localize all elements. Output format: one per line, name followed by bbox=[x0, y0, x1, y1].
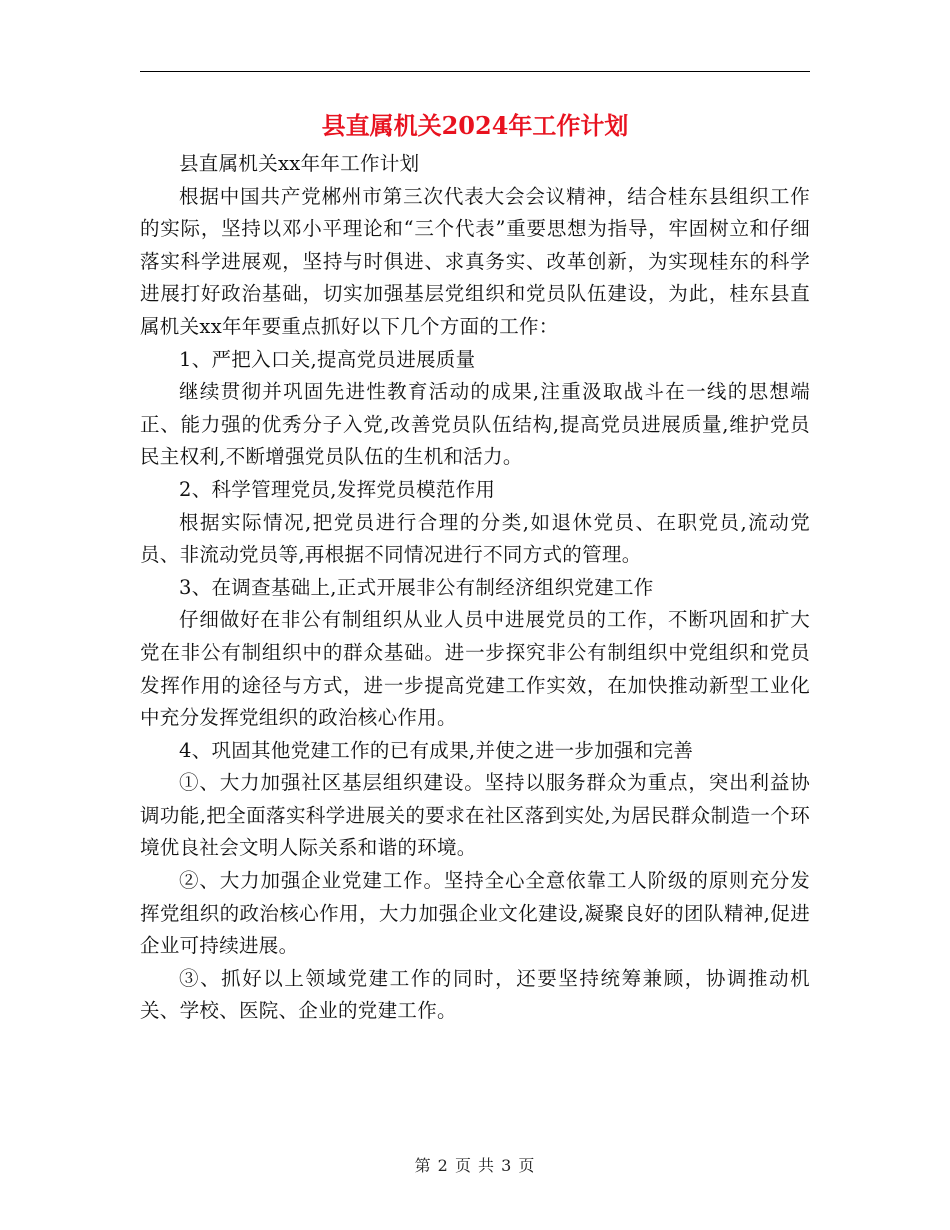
paragraph-intro: 根据中国共产党郴州市第三次代表大会会议精神，结合桂东县组织工作的实际，坚持以邓小平理论和“三个代表”重要思想为指导，牢固树立和仔细落实科学进展观，坚持与时俱进、求真务实、改革创新，为实现桂东的科学进展打好政治基础，切实加强基层党组织和党员队伍建设，为此，桂东县直属机关xx年年要重点抓好以下几个方面的工作： bbox=[140, 184, 810, 338]
paragraph-section-1: 继续贯彻并巩固先进性教育活动的成果,注重汲取战斗在一线的思想端正、能力强的优秀分子入党,改善党员队伍结构,提高党员进展质量,维护党员民主权利,不断增强党员队伍的生机和活力。 bbox=[140, 380, 810, 469]
section-heading-4: 4、巩固其他党建工作的已有成果,并使之进一步加强和完善 bbox=[179, 738, 694, 762]
header-rule bbox=[140, 71, 810, 72]
section-heading-3: 3、在调查基础上,正式开展非公有制经济组织党建工作 bbox=[179, 575, 654, 599]
section-heading-1: 1、严把入口关,提高党员进展质量 bbox=[179, 347, 476, 371]
paragraph-item-2: ②、大力加强企业党建工作。坚持全心全意依靠工人阶级的原则充分发挥党组织的政治核心作用，大力加强企业文化建设,凝聚良好的团队精神,促进企业可持续进展。 bbox=[140, 869, 810, 958]
section-heading-2: 2、科学管理党员,发挥党员模范作用 bbox=[179, 477, 496, 501]
document-title: 县直属机关2024年工作计划 bbox=[321, 111, 629, 140]
paragraph-item-3: ③、抓好以上领域党建工作的同时，还要坚持统筹兼顾，协调推动机关、学校、医院、企业的党建工作。 bbox=[140, 966, 810, 1023]
paragraph-subtitle: 县直属机关xx年年工作计划 bbox=[179, 152, 420, 175]
paragraph-section-3: 仔细做好在非公有制组织从业人员中进展党员的工作，不断巩固和扩大党在非公有制组织中的群众基础。进一步探究非公有制组织中党组织和党员发挥作用的途径与方式，进一步提高党建工作实效，在加快推动新型工业化中充分发挥党组织的政治核心作用。 bbox=[140, 608, 810, 730]
page-indicator: 第 2 页 共 3 页 bbox=[414, 1156, 536, 1175]
paragraph-item-1: ①、大力加强社区基层组织建设。坚持以服务群众为重点，突出利益协调功能,把全面落实科学进展关的要求在社区落到实处,为居民群众制造一个环境优良社会文明人际关系和谐的环境。 bbox=[140, 771, 810, 860]
document-body bbox=[140, 148, 810, 1028]
paragraph-section-2: 根据实际情况,把党员进行合理的分类,如退休党员、在职党员,流动党员、非流动党员等,再根据不同情况进行不同方式的管理。 bbox=[140, 510, 810, 567]
